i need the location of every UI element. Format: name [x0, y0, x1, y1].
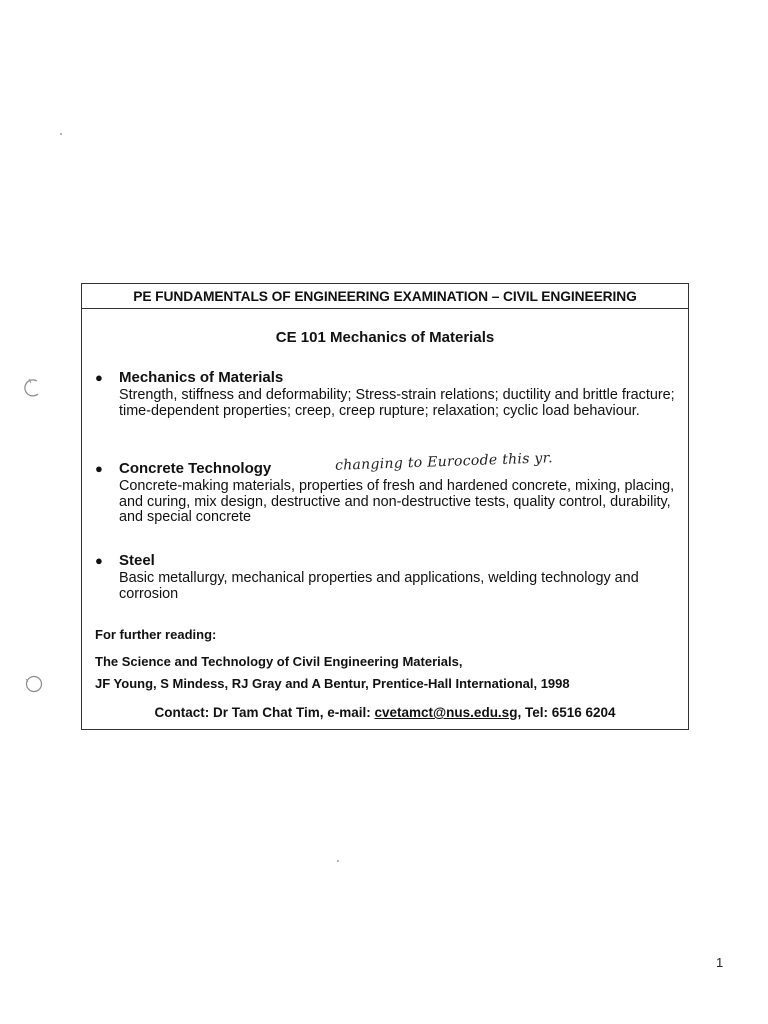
scan-speck [60, 133, 62, 135]
exam-header: PE FUNDAMENTALS OF ENGINEERING EXAMINATION – CIVIL ENGINEERING [82, 284, 688, 309]
scan-speck [337, 860, 339, 862]
contact-email[interactable]: cvetamct@nus.edu.sg [374, 705, 518, 720]
topic-description: Basic metallurgy, mechanical properties and applications, welding technology and corrosion [119, 570, 639, 602]
topic-description: Strength, stiffness and deformability; Stress-strain relations; ductility and brittle fracture; time-dependent properties; creep, creep rupture; relaxation; cyclic load behaviour. [119, 387, 675, 419]
reference-authors: JF Young, S Mindess, RJ Gray and A Bentur, Prentice-Hall International, 1998 [95, 676, 570, 691]
topic-heading: Concrete Technology [119, 460, 272, 477]
page-number: 1 [716, 955, 724, 970]
contact-prefix: Contact: Dr Tam Chat Tim, e-mail: [154, 705, 375, 720]
bullet-icon: ● [95, 461, 103, 476]
handwritten-annotation: changing to Eurocode this yr. [334, 450, 554, 474]
topic-heading: Mechanics of Materials [119, 369, 284, 386]
punch-hole-mark [22, 673, 44, 695]
syllabus-box [81, 283, 689, 730]
course-title: CE 101 Mechanics of Materials [275, 329, 495, 346]
punch-hole-mark [22, 377, 44, 399]
reference-title: The Science and Technology of Civil Engineering Materials, [95, 654, 463, 669]
topic-description: Concrete-making materials, properties of fresh and hardened concrete, mixing, placing, and curing, mix design, destructive and non-destructive tests, quality control, durability, and special concrete [119, 478, 675, 525]
further-reading-label: For further reading: [95, 627, 217, 642]
topic-heading: Steel [119, 552, 155, 569]
contact-line [82, 705, 688, 720]
bullet-icon: ● [95, 553, 103, 568]
contact-phone: , Tel: 6516 6204 [517, 705, 616, 720]
bullet-icon: ● [95, 370, 103, 385]
